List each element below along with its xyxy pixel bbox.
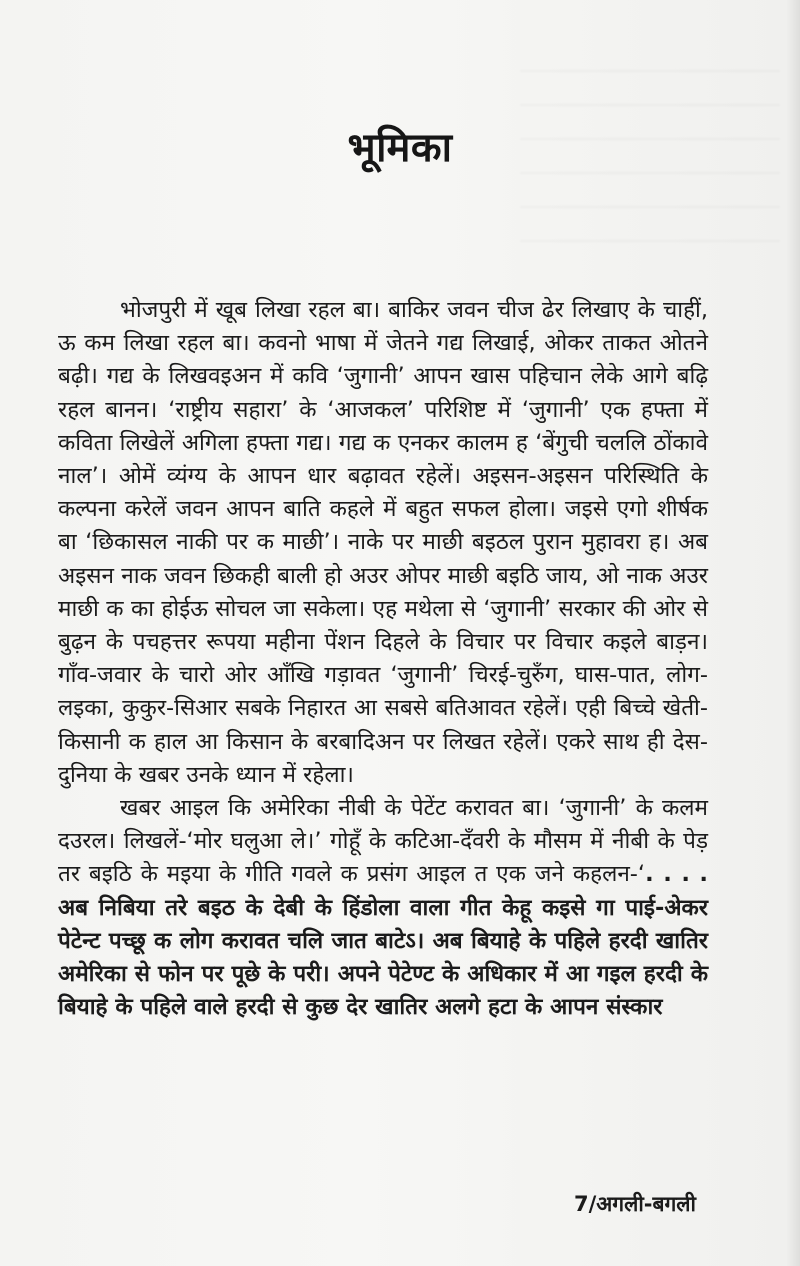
page-footer: 7/अगली-बगली: [573, 1192, 696, 1216]
page-edge-shadow: [786, 0, 800, 1266]
body-text: [58, 294, 708, 1024]
paragraph-1: [58, 294, 708, 792]
page-title: भूमिका: [347, 125, 453, 171]
paragraph-1-text: भोजपुरी में खूब लिखा रहल बा। बाकिर जवन चीज ढेर लिखाए के चाहीं, ऊ कम लिखा रहल बा। कवनो भाषा में जेतने गद्य लिखाई, ओकर ताकत ओतने बढ़ी। गद्य के लिखवइअन में कवि ‘जुगानी’ आपन खास पहिचान लेके आगे बढ़ि रहल बानन। ‘राष्ट्रीय सहारा’ के ‘आजकल’ परिशिष्ट में ‘जुगानी’ एक हफ्ता में कविता लिखेलें अगिला हफ्ता गद्य। गद्य क एनकर कालम ह ‘बेंगुची चललि ठोंकावे नाल’। ओमें व्यंग्य के आपन धार बढ़ावत रहेलें। अइसन-अइसन परिस्थिति के कल्पना करेलें जवन आपन बाति कहले में बहुत सफल होला। जइसे एगो शीर्षक बा ‘छिकासल नाकी पर क माछी’। नाके पर माछी बइठल पुरान मुहावरा ह। अब अइसन नाक जवन छिकही बाली हो अउर ओपर माछी बइठि जाय, ओ नाक अउर माछी क का होईऊ सोचल जा सकेला। एह मथेला से ‘जुगानी’ सरकार की ओर से बुढ़न के पचहत्तर रूपया महीना पेंशन दिहले के विचार पर विचार कइले बाड़न। गाँव-जवार के चारो ओर आँखि गड़ावत ‘जुगानी’ चिरई-चुरुँग, घास-पात, लोग-लइका, कुकुर-सिआर सबके निहारत आ सबसे बतिआवत रहेलें। एही बिच्चे खेती-किसानी क हाल आ किसान के बरबादिअन पर लिखत रहेलें। एकरे साथ ही देस-दुनिया के खबर उनके ध्यान में रहेला।: [58, 297, 708, 788]
paragraph-2-text: खबर आइल कि अमेरिका नीबी के पेटेंट करावत बा। ‘जुगानी’ के कलम दउरल। लिखलें-‘मोर घलुआ ले।’ गोहूँ के कटिआ-दँवरी के मौसम में नीबी के पेड़ तर बइठि के मइया के गीति गवले क प्रसंग आइल त एक जने कहलन-‘: [58, 795, 708, 888]
paragraph-2-bold-quote: . . . . अब निबिया तरे बइठ के देबी के हिंडोला वाला गीत केहू कइसे गा पाई-अेकर पेटेन्ट पच्छू क लोग करावत चलि जात बाटेऽ। अब बियाहे के पहिले हरदी खातिर अमेरिका से फोन पर पूछे के परी। अपने पेटेण्ट के अधिकार में आ गइल हरदी के बियाहे के पहिले वाले हरदी से कुछ देर खातिर अलगे हटा के आपन संस्कार: [58, 861, 708, 1021]
paragraph-2: [58, 792, 708, 1024]
